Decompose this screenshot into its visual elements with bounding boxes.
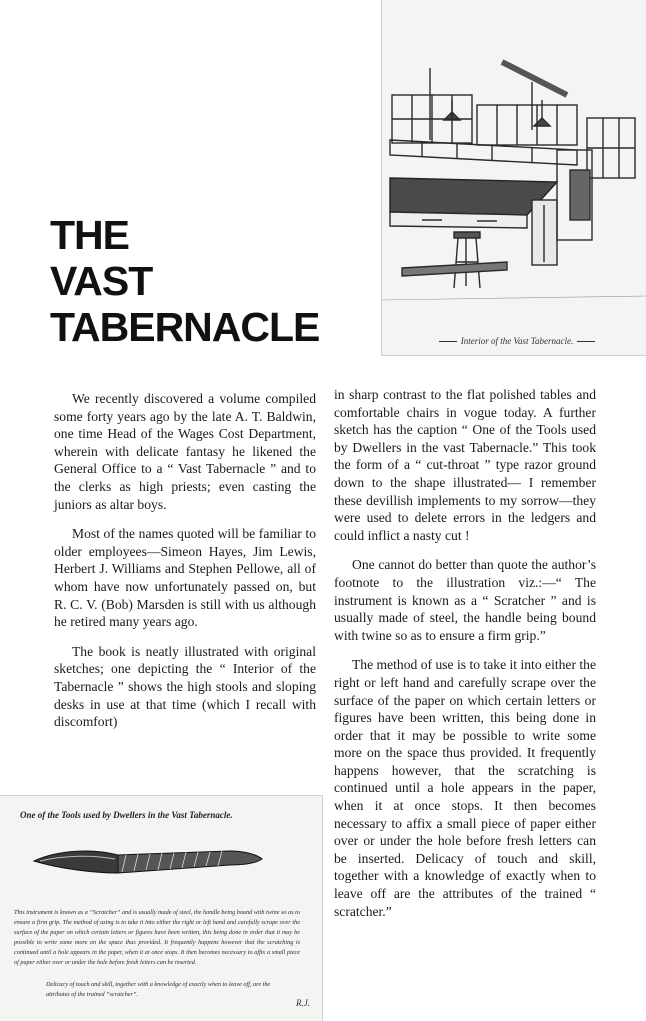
paragraph: The book is neatly illustrated with original sketches; one depicting the “ Interior of the Tabernacle ” shows the high stools and sloping desks in use at that time (which I recall with discomfort) bbox=[54, 643, 316, 730]
interior-sketch-figure bbox=[381, 0, 646, 356]
title-line: VAST bbox=[50, 258, 153, 304]
interior-caption: Interior of the Vast Tabernacle. bbox=[412, 336, 622, 346]
tools-handwritten-note: This instrument is known as a “Scratcher” and is usually made of steel, the handle being bound with twine so as to ensure a firm grip. The method of using is to take it into either the right or left hand and carefully scrape over the surface of the paper on which certain letters or figures have been written, this being done in order that it may be possible to write some more on the space thus provided. It frequently happens however that the scratching is continued until a hole appears in the paper, when it at once stops. It then becomes necessary to affix a small piece of paper either over or under the hole before fresh letters can be inserted. bbox=[14, 909, 300, 966]
article-column-right bbox=[334, 386, 596, 932]
tools-caption: One of the Tools used by Dwellers in the Vast Tabernacle. bbox=[20, 810, 233, 820]
paragraph: The method of use is to take it into either the right or left hand and carefully scrape over the surface of the paper on which certain letters or figures have been written, this being done in order that it may be possible to write some more on the space thus provided. It frequently happens however, that the scratching is continued until a hole appears in the paper, when it at once stops. It then becomes necessary to affix a small piece of paper either over or under the hole before fresh letters can be inserted. Delicacy of touch and skill, together with a knowledge of exactly when to leave off are the attributes of the trained “ scratcher.” bbox=[334, 657, 596, 919]
paragraph: We recently discovered a volume compiled some forty years ago by the late A. T. Baldwin, one time Head of the Wages Cost Department, wherein with delicate fantasy he likened the General Office to a “ Vast Tabernacle ” and to the clerks as high priests; even casting the juniors as altar boys. bbox=[54, 391, 316, 512]
paragraph: in sharp contrast to the flat polished tables and comfortable chairs in vogue today. A further sketch has the caption “ One of the Tools used by Dwellers in the vast Tabernacle.” This took the form of a “ cut-throat ” type razor ground down to the shape illustrated— I remember these devillish implements to my sorrow—they were used to delete errors in the ledgers and could inflict a nasty cut ! bbox=[334, 387, 596, 543]
artist-initials: R.J. bbox=[296, 998, 310, 1008]
tools-handwritten-note-2: Delicacy of touch and skill, together with a knowledge of exactly when to leave off, are the attributes of the trained “scratcher”. bbox=[46, 981, 271, 998]
interior-sketch-illustration bbox=[382, 0, 646, 330]
paragraph: One cannot do better than quote the author’s footnote to the illustration viz.:—“ The instrument is known as a “ Scratcher ” and is usually made of steel, the handle being bound with twine so as to ensure a firm grip.” bbox=[334, 557, 596, 643]
article-title bbox=[50, 212, 319, 350]
article-column-left bbox=[54, 390, 316, 743]
paragraph: Most of the names quoted will be familiar to older employees—Simeon Hayes, Jim Lewis, Herbert J. Williams and Stephen Pellowe, all of whom have now unfortunately passed on, but R. C. V. (Bob) Marsden is still with us although he retired many years ago. bbox=[54, 526, 316, 630]
title-line: THE bbox=[50, 212, 129, 258]
title-line: TABERNACLE bbox=[50, 304, 320, 350]
